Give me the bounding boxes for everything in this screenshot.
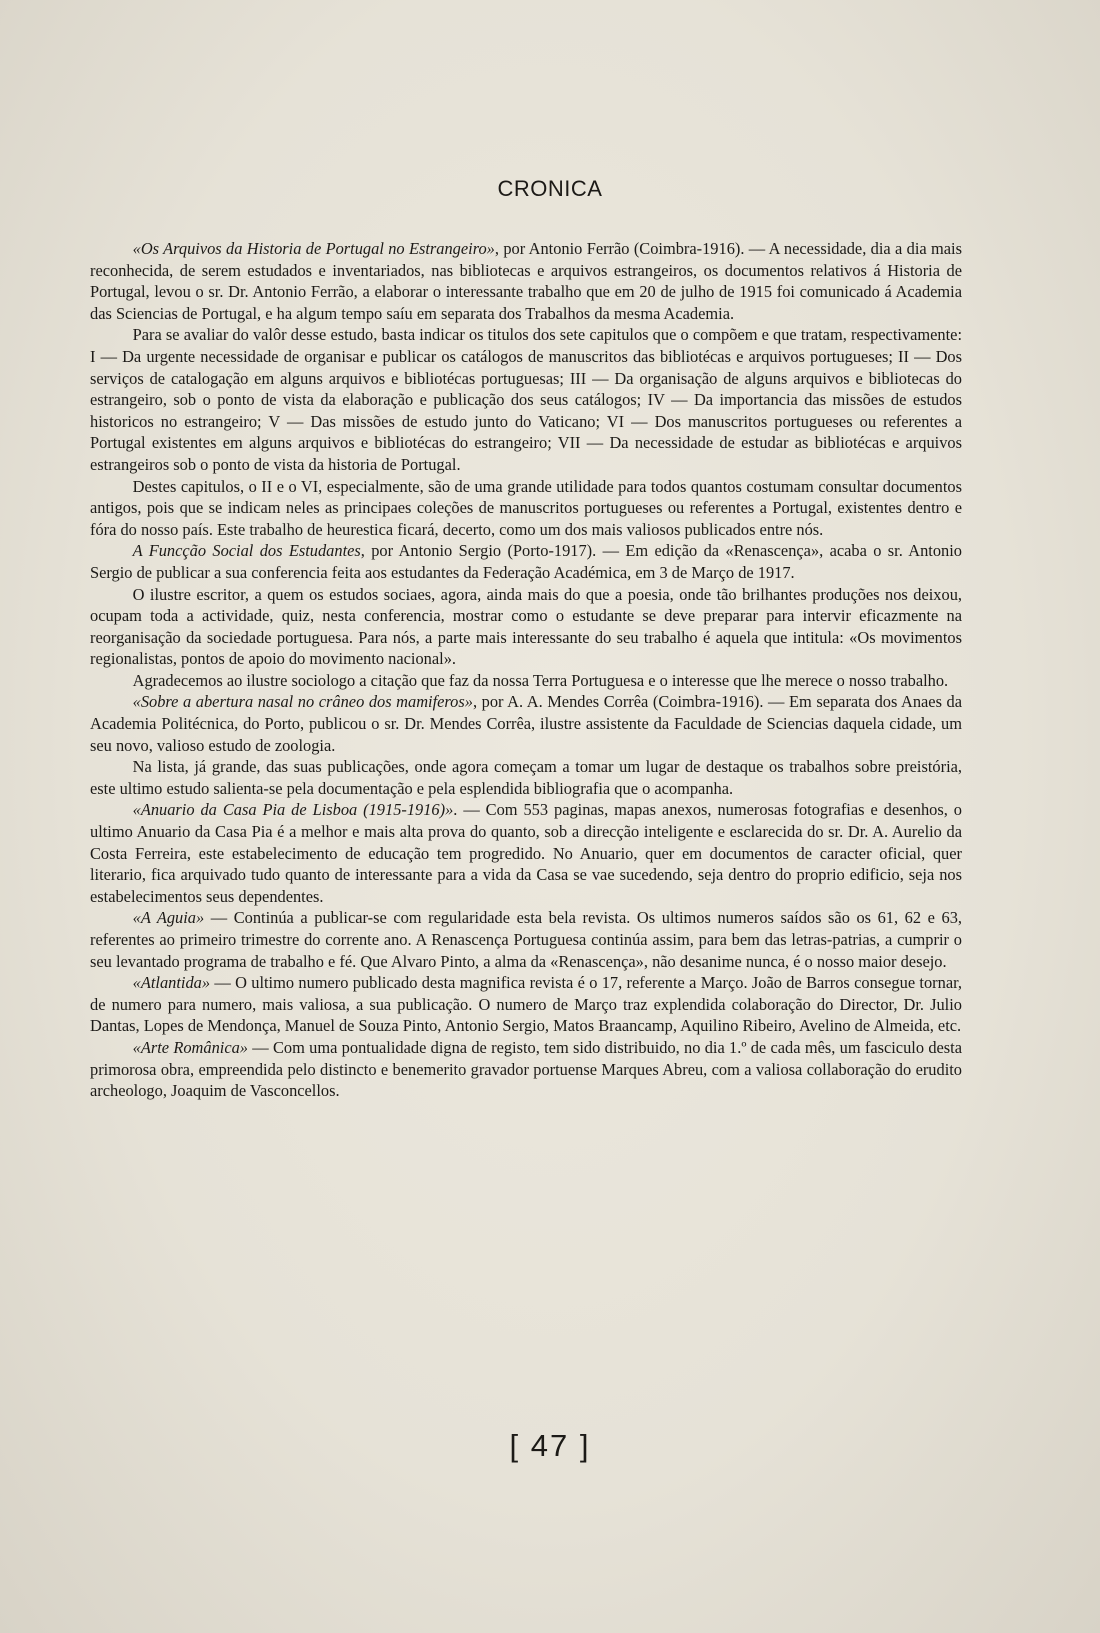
paragraph-italic: «Atlantida» bbox=[132, 973, 211, 993]
paragraph-text: — Com uma pontualidade digna de registo, tem sido distribuido, no dia 1.º de cada mês, um fasciculo desta primorosa obra, empreendida pelo distincto e benemerito gravador portuense Marques Abreu, com a valiosa collaboração do erudito archeologo, Joaquim de Vasconcellos. bbox=[90, 1037, 962, 1101]
paragraph-italic: «Anuario da Casa Pia de Lisboa (1915-1916)» bbox=[132, 800, 454, 820]
paragraph bbox=[90, 1037, 962, 1102]
paragraph-text: , por Antonio Ferrão (Coimbra-1916). — A necessidade, dia a dia mais reconhecida, de serem estudados e inventariados, nas bibliotecas e arquivos estrangeiros, os documentos relativos á Historia de Portugal, levou o sr. Dr. Antonio Ferrão, a elaborar o interessante trabalho que em 20 de julho de 1915 foi comunicado á Academia das Sciencias de Portugal, e ha algum tempo saíu em separata dos Trabalhos da mesma Academia. bbox=[90, 239, 962, 323]
paragraph-text: , por A. A. Mendes Corrêa (Coimbra-1916). — Em separata dos Anaes da Academia Politécnica, do Porto, publicou o sr. Dr. Mendes Corrêa, ilustre assistente da Faculdade de Sciencias daquela cidade, um seu novo, valioso estudo de zoologia. bbox=[90, 692, 962, 755]
paragraph-text: — O ultimo numero publicado desta magnifica revista é o 17, referente a Março. João de Barros consegue tornar, de numero para numero, mais valiosa, a sua publicação. O numero de Março traz explendida colaboração do Director, Dr. Julio Dantas, Lopes de Mendonça, Manuel de Souza Pinto, Antonio Sergio, Matos Braancamp, Aquilino Ribeiro, Avelino de Almeida, etc. bbox=[90, 973, 962, 1036]
paragraph bbox=[90, 540, 962, 583]
paragraph bbox=[90, 584, 962, 670]
paragraph bbox=[90, 476, 962, 541]
page-number: [ 47 ] bbox=[509, 1428, 591, 1463]
page-title: CRONICA bbox=[497, 176, 603, 201]
paragraph-text: Para se avaliar do valôr desse estudo, basta indicar os titulos dos sete capitulos que o compõem e que tratam, respectivamente: I — Da urgente necessidade de organisar e publicar os catálogos de manuscritos das bibliotécas e arquivos portugueses; II — Dos serviços de catalogação em alguns arquivos e bibliotécas portuguesas; III — Da organisação de alguns arquivos e bibliotecas do estrangeiro, sob o ponto de vista da elaboração e publicação dos seus catálogos; IV — Da importancia das missões de estudos historicos no estrangeiro; V — Das missões de estudo junto do Vaticano; VI — Dos manuscritos portugueses ou referentes a Portugal existentes em alguns arquivos e bibliotécas do estrangeiro; VII — Da necessidade de estudar as bibliotécas e arquivos estrangeiros sob o ponto de vista da historia de Portugal. bbox=[90, 325, 962, 474]
paragraph bbox=[90, 670, 962, 692]
paragraph-text: . — Com 553 paginas, mapas anexos, numerosas fotografias e desenhos, o ultimo Anuario da Casa Pia é a melhor e mais alta prova do quanto, sob a direcção inteligente e esclarecida do sr. Dr. A. Aurelio da Costa Ferreira, este estabelecimento de educação tem progredido. No Anuario, quer em documentos de caracter oficial, quer literario, fica arquivado tudo quanto de interessante para a vida da Casa se vae sucedendo, seja dentro do proprio edificio, seja nos estabelecimentos seus dependentes. bbox=[90, 800, 962, 906]
paragraph-text: — Continúa a publicar-se com regularidade esta bela revista. Os ultimos numeros saídos são os 61, 62 e 63, referentes ao primeiro trimestre do corrente ano. A Renascença Portuguesa continúa assim, para bem das letras-patrias, a cumprir o seu levantado programa de trabalho e fé. Que Alvaro Pinto, a alma da «Renascença», não desanime nunca, é o nosso maior desejo. bbox=[90, 908, 962, 971]
paragraph-italic: «A Aguia» bbox=[132, 908, 205, 928]
paragraph-text: Na lista, já grande, das suas publicações, onde agora começam a tomar um lugar de destaque os trabalhos sobre preistória, este ultimo estudo salienta-se pela documentação e pela esplendida bibliografia que o acompanha. bbox=[90, 757, 962, 798]
paragraph bbox=[90, 691, 962, 756]
paragraph bbox=[90, 238, 962, 324]
paragraph-italic: «Arte Românica» bbox=[132, 1037, 248, 1057]
paragraph bbox=[90, 972, 962, 1037]
paragraph-italic: A Funcção Social dos Estudantes bbox=[132, 541, 361, 561]
article-body bbox=[90, 238, 962, 1102]
paragraph-text: , por Antonio Sergio (Porto-1917). — Em edição da «Renascença», acaba o sr. Antonio Sergio de publicar a sua conferencia feita aos estudantes da Federação Académica, em 3 de Março de 1917. bbox=[90, 541, 962, 582]
paragraph-italic: «Os Arquivos da Historia de Portugal no Estrangeiro» bbox=[132, 239, 495, 258]
paragraph-text: Destes capitulos, o II e o VI, especialmente, são de uma grande utilidade para todos quantos costumam consultar documentos antigos, pois que se indicam neles as principaes coleções de manuscritos portugueses ou referentes a Portugal, existentes dentro e fóra do nosso país. Este trabalho de heurestica ficará, decerto, como um dos mais valiosos publicados entre nós. bbox=[90, 476, 962, 539]
paragraph bbox=[90, 907, 962, 972]
paragraph-italic: «Sobre a abertura nasal no crâneo dos mamiferos» bbox=[132, 692, 473, 712]
paragraph-text: O ilustre escritor, a quem os estudos sociaes, agora, ainda mais do que a poesia, onde tão brilhantes produções nos deixou, ocupam toda a actividade, quiz, nesta conferencia, mostrar como o estudante se deve preparar para intervir eficazmente na reorganisação da sociedade portuguesa. Para nós, a parte mais interessante do seu trabalho é aquela que intitula: «Os movimentos regionalistas, pontos de apoio do movimento nacional». bbox=[90, 584, 962, 669]
paragraph-text: Agradecemos ao ilustre sociologo a citação que faz da nossa Terra Portuguesa e o interesse que lhe merece o nosso trabalho. bbox=[132, 670, 949, 690]
paragraph bbox=[90, 324, 962, 475]
paragraph bbox=[90, 756, 962, 799]
paragraph bbox=[90, 799, 962, 907]
